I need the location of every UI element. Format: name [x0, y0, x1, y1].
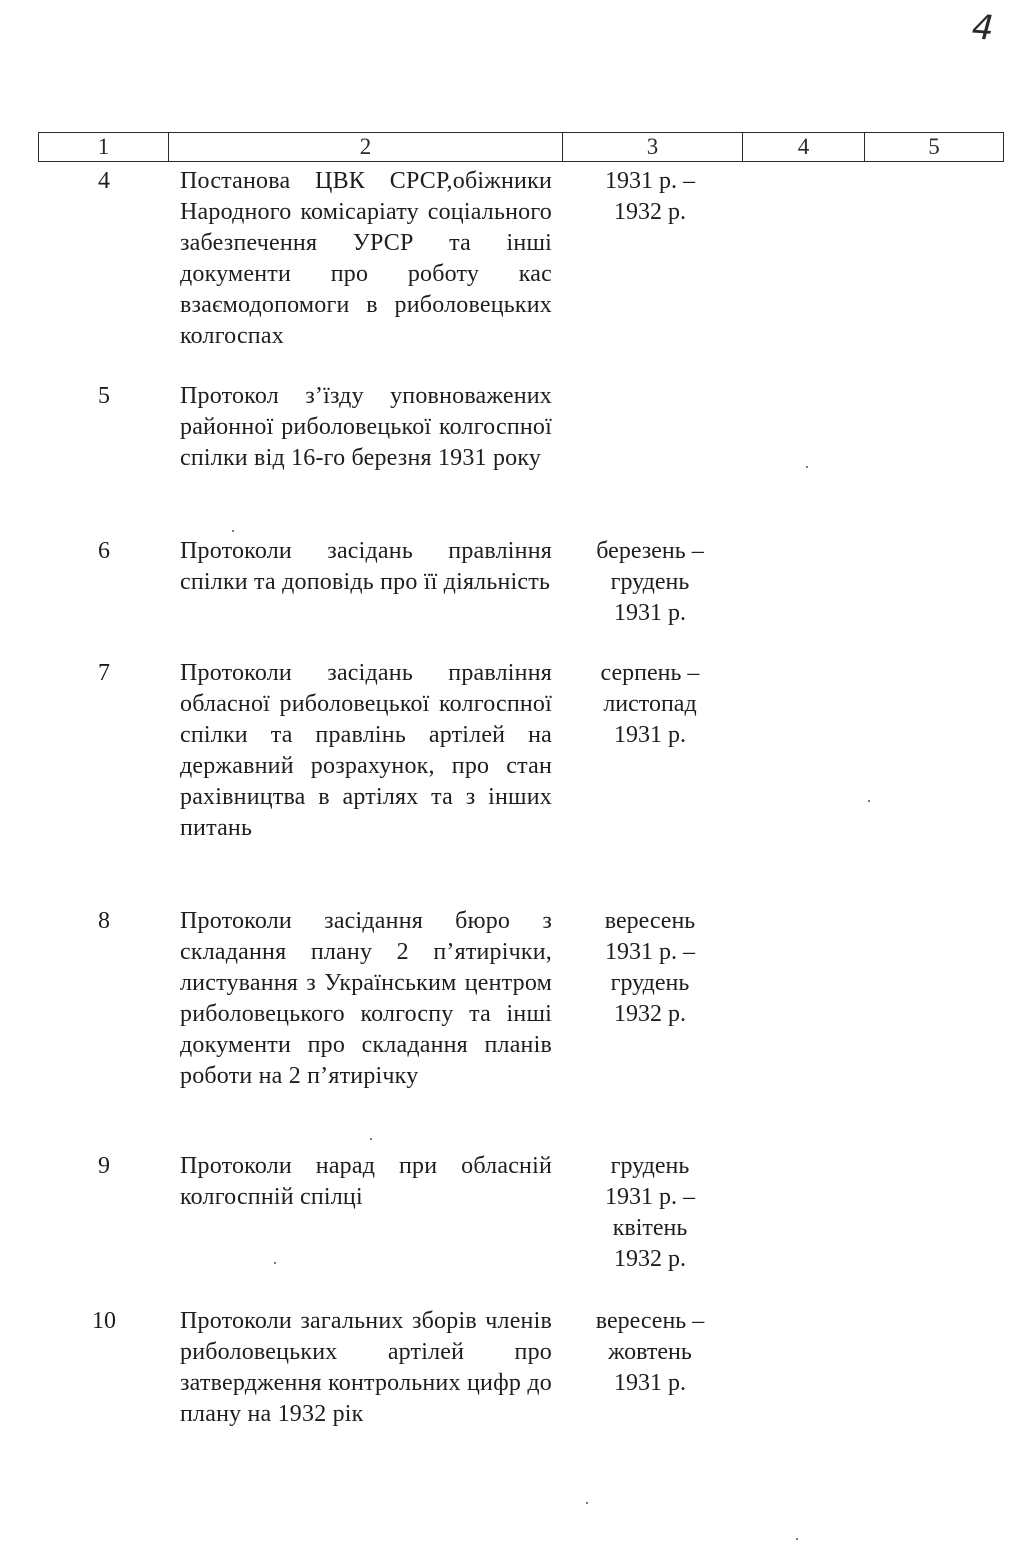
row-number: 7: [98, 660, 110, 686]
row-date-line: квітень: [612, 1215, 688, 1241]
table-header-col-1: 1: [39, 133, 169, 161]
scan-speck: [370, 1138, 372, 1140]
row-date-line: 1932 р.: [614, 1001, 686, 1027]
row-description: Протокол з’їзду уповноважених районної риболовецької колгоспної спілки від 16-го березня 1931 року: [180, 383, 552, 471]
row-date-range: [574, 536, 726, 629]
row-date-line: 1932 р.: [614, 199, 686, 225]
row-date-line: вересень –: [595, 1308, 705, 1334]
row-description: Постанова ЦВК СРСР,обіжники Народного комісаріату соціального забезпечення УРСР та інші документи про роботу кас взаємодопомоги в риболовецьких колгоспах: [180, 168, 552, 349]
row-date-line: 1931 р. –: [605, 168, 695, 194]
row-number: 10: [92, 1308, 116, 1334]
row-date-line: грудень: [610, 970, 690, 996]
row-date-line: грудень: [610, 1153, 690, 1179]
row-number: 6: [98, 538, 110, 564]
scan-speck: [232, 530, 234, 532]
row-date-line: жовтень: [608, 1339, 692, 1365]
row-number: 4: [98, 168, 110, 194]
scan-speck: [586, 1502, 588, 1504]
scan-speck: [274, 1262, 276, 1264]
scan-speck: [796, 1538, 798, 1540]
row-description: Протоколи засідань правління спілки та доповідь про її діяльність: [180, 538, 552, 595]
row-date-line: 1931 р.: [614, 1370, 686, 1396]
row-date-line: 1931 р.: [614, 600, 686, 626]
row-date-line: березень –: [596, 538, 704, 564]
row-date-range: [574, 1306, 726, 1399]
row-date-line: грудень: [610, 569, 690, 595]
row-description: Протоколи засідань правління обласної риболовецької колгоспної спілки та правлінь артілей на державний розрахунок, про стан рахівництва в артілях та з інших питань: [180, 660, 552, 841]
row-date-range: [574, 658, 726, 751]
row-date-range: [574, 906, 726, 1030]
row-date-line: серпень –: [600, 660, 700, 686]
row-date-range: [574, 166, 726, 228]
table-header-col-3: 3: [563, 133, 743, 161]
row-date-line: 1931 р. –: [605, 1184, 695, 1210]
table-header-row: [38, 132, 1004, 162]
row-number: 9: [98, 1153, 110, 1179]
table-header-col-2: 2: [169, 133, 563, 161]
row-number: 5: [98, 383, 110, 409]
page-number: 4: [970, 7, 996, 49]
row-description: Протоколи нарад при обласній колгоспній спілці: [180, 1153, 552, 1210]
row-date-line: вересень: [604, 908, 696, 934]
table-header-col-4: 4: [743, 133, 865, 161]
row-date-range: [574, 1151, 726, 1275]
row-description: Протоколи засідання бюро з складання плану 2 п’ятирічки, листування з Українським центром риболовецького колгоспу та інші документи про складання планів роботи на 2 п’ятирічку: [180, 908, 552, 1089]
row-date-line: листопад: [603, 691, 697, 717]
scan-speck: [868, 800, 870, 802]
row-number: 8: [98, 908, 110, 934]
scan-speck: [806, 466, 808, 468]
row-date-line: 1932 р.: [614, 1246, 686, 1272]
row-description: Протоколи загальних зборів членів риболовецьких артілей про затвердження контрольних цифр до плану на 1932 рік: [180, 1308, 552, 1427]
row-date-line: 1931 р. –: [605, 939, 695, 965]
table-header-col-5: 5: [928, 134, 940, 159]
row-date-line: 1931 р.: [614, 722, 686, 748]
